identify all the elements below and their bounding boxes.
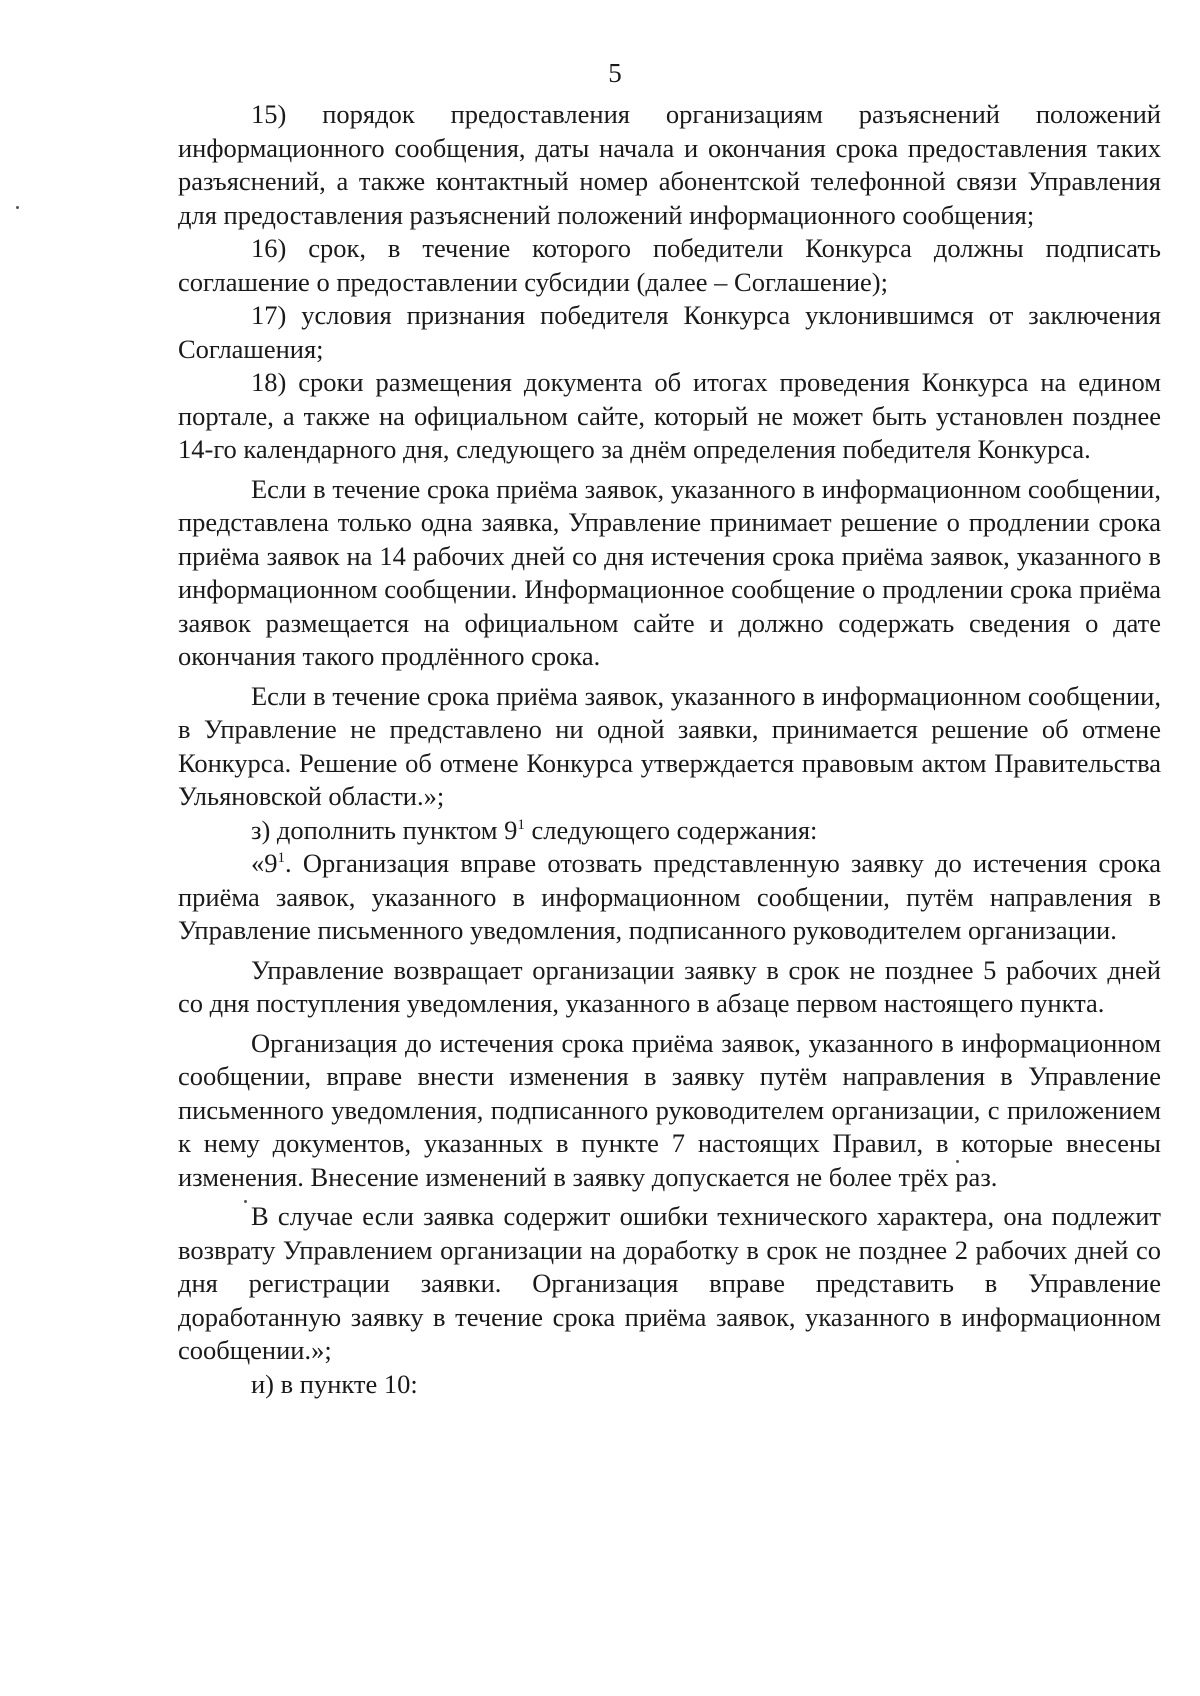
item-z-superscript: 1 (517, 816, 525, 833)
paragraph-item-i: и) в пункте 10: (251, 1368, 418, 1399)
paragraph-point-9-1 (178, 847, 1161, 948)
paragraph-item-18: 18) сроки размещения документа об итогах проведения Конкурса на едином портале, а также на официальном сайте, который не может быть установлен позднее 14-го календарного дня, следующего за днём определения победителя Конкурса. (178, 367, 1161, 464)
paragraph-technical-errors: В случае если заявка содержит ошибки технического характера, она подлежит возврату Управлением организации на доработку в срок не позднее 2 рабочих дней со дня регистрации заявки. Организация вправе представить в Управление доработанную заявку в течение срока приёма заявок, указанного в информационном сообщении.»; (178, 1201, 1161, 1365)
point-9-1-superscript: 1 (277, 850, 285, 867)
paragraph-item-z (178, 814, 1161, 848)
document-body (178, 98, 1161, 1401)
point-9-1-number: «9 (251, 848, 278, 878)
paragraph-no-applications: Если в течение срока приёма заявок, указанного в информационном сообщении, в Управление не представлено ни одной заявки, принимается решение об отмене Конкурса. Решение об отмене Конкурса утверждается правовым актом Правительства Ульяновской области.»; (178, 680, 1161, 811)
paragraph-item-17: 17) условия признания победителя Конкурса уклонившимся от заключения Соглашения; (178, 300, 1161, 364)
page-number: 5 (608, 58, 622, 88)
item-z-text-end: следующего содержания: (524, 814, 818, 845)
scan-speck (16, 206, 19, 209)
paragraph-item-16: 16) срок, в течение которого победители Конкурса должны подписать соглашение о предоставлении субсидии (далее – Соглашение); (178, 233, 1161, 297)
paragraph-changes: Организация до истечения срока приёма заявок, указанного в информационном сообщении, вправе внести изменения в заявку путём направления в Управление письменного уведомления, подписанного руководителем организации, с приложением к нему документов, указанных в пункте 7 настоящих Правил, в которые внесены изменения. Внесение изменений в заявку допускается не более трёх раз. (178, 1027, 1161, 1192)
paragraph-return-application: Управление возвращает организации заявку в срок не позднее 5 рабочих дней со дня поступления уведомления, указанного в абзаце первом настоящего пункта. (178, 954, 1161, 1018)
paragraph-single-application: Если в течение срока приёма заявок, указанного в информационном сообщении, представлена только одна заявка, Управление принимает решение о продлении срока приёма заявок на 14 рабочих дней со дня истечения срока приёма заявок, указанного в информационном сообщении. Информационное сообщение о продлении срока приёма заявок размещается на официальном сайте и должно содержать сведения о дате окончания такого продлённого срока. (178, 473, 1161, 671)
paragraph-item-15: 15) порядок предоставления организациям разъяснений положений информационного сообщения, даты начала и окончания срока предоставления таких разъяснений, а также контактный номер абонентской телефонной связи Управления для предоставления разъяснений положений информационного сообщения; (178, 99, 1161, 230)
point-9-1-text: . Организация вправе отозвать представленную заявку до истечения срока приёма заявок, указанного в информационном сообщении, путём направления в Управление письменного уведомления, подписанного руководителем организации. (178, 848, 1161, 945)
item-z-text: з) дополнить пунктом 9 (251, 814, 518, 845)
